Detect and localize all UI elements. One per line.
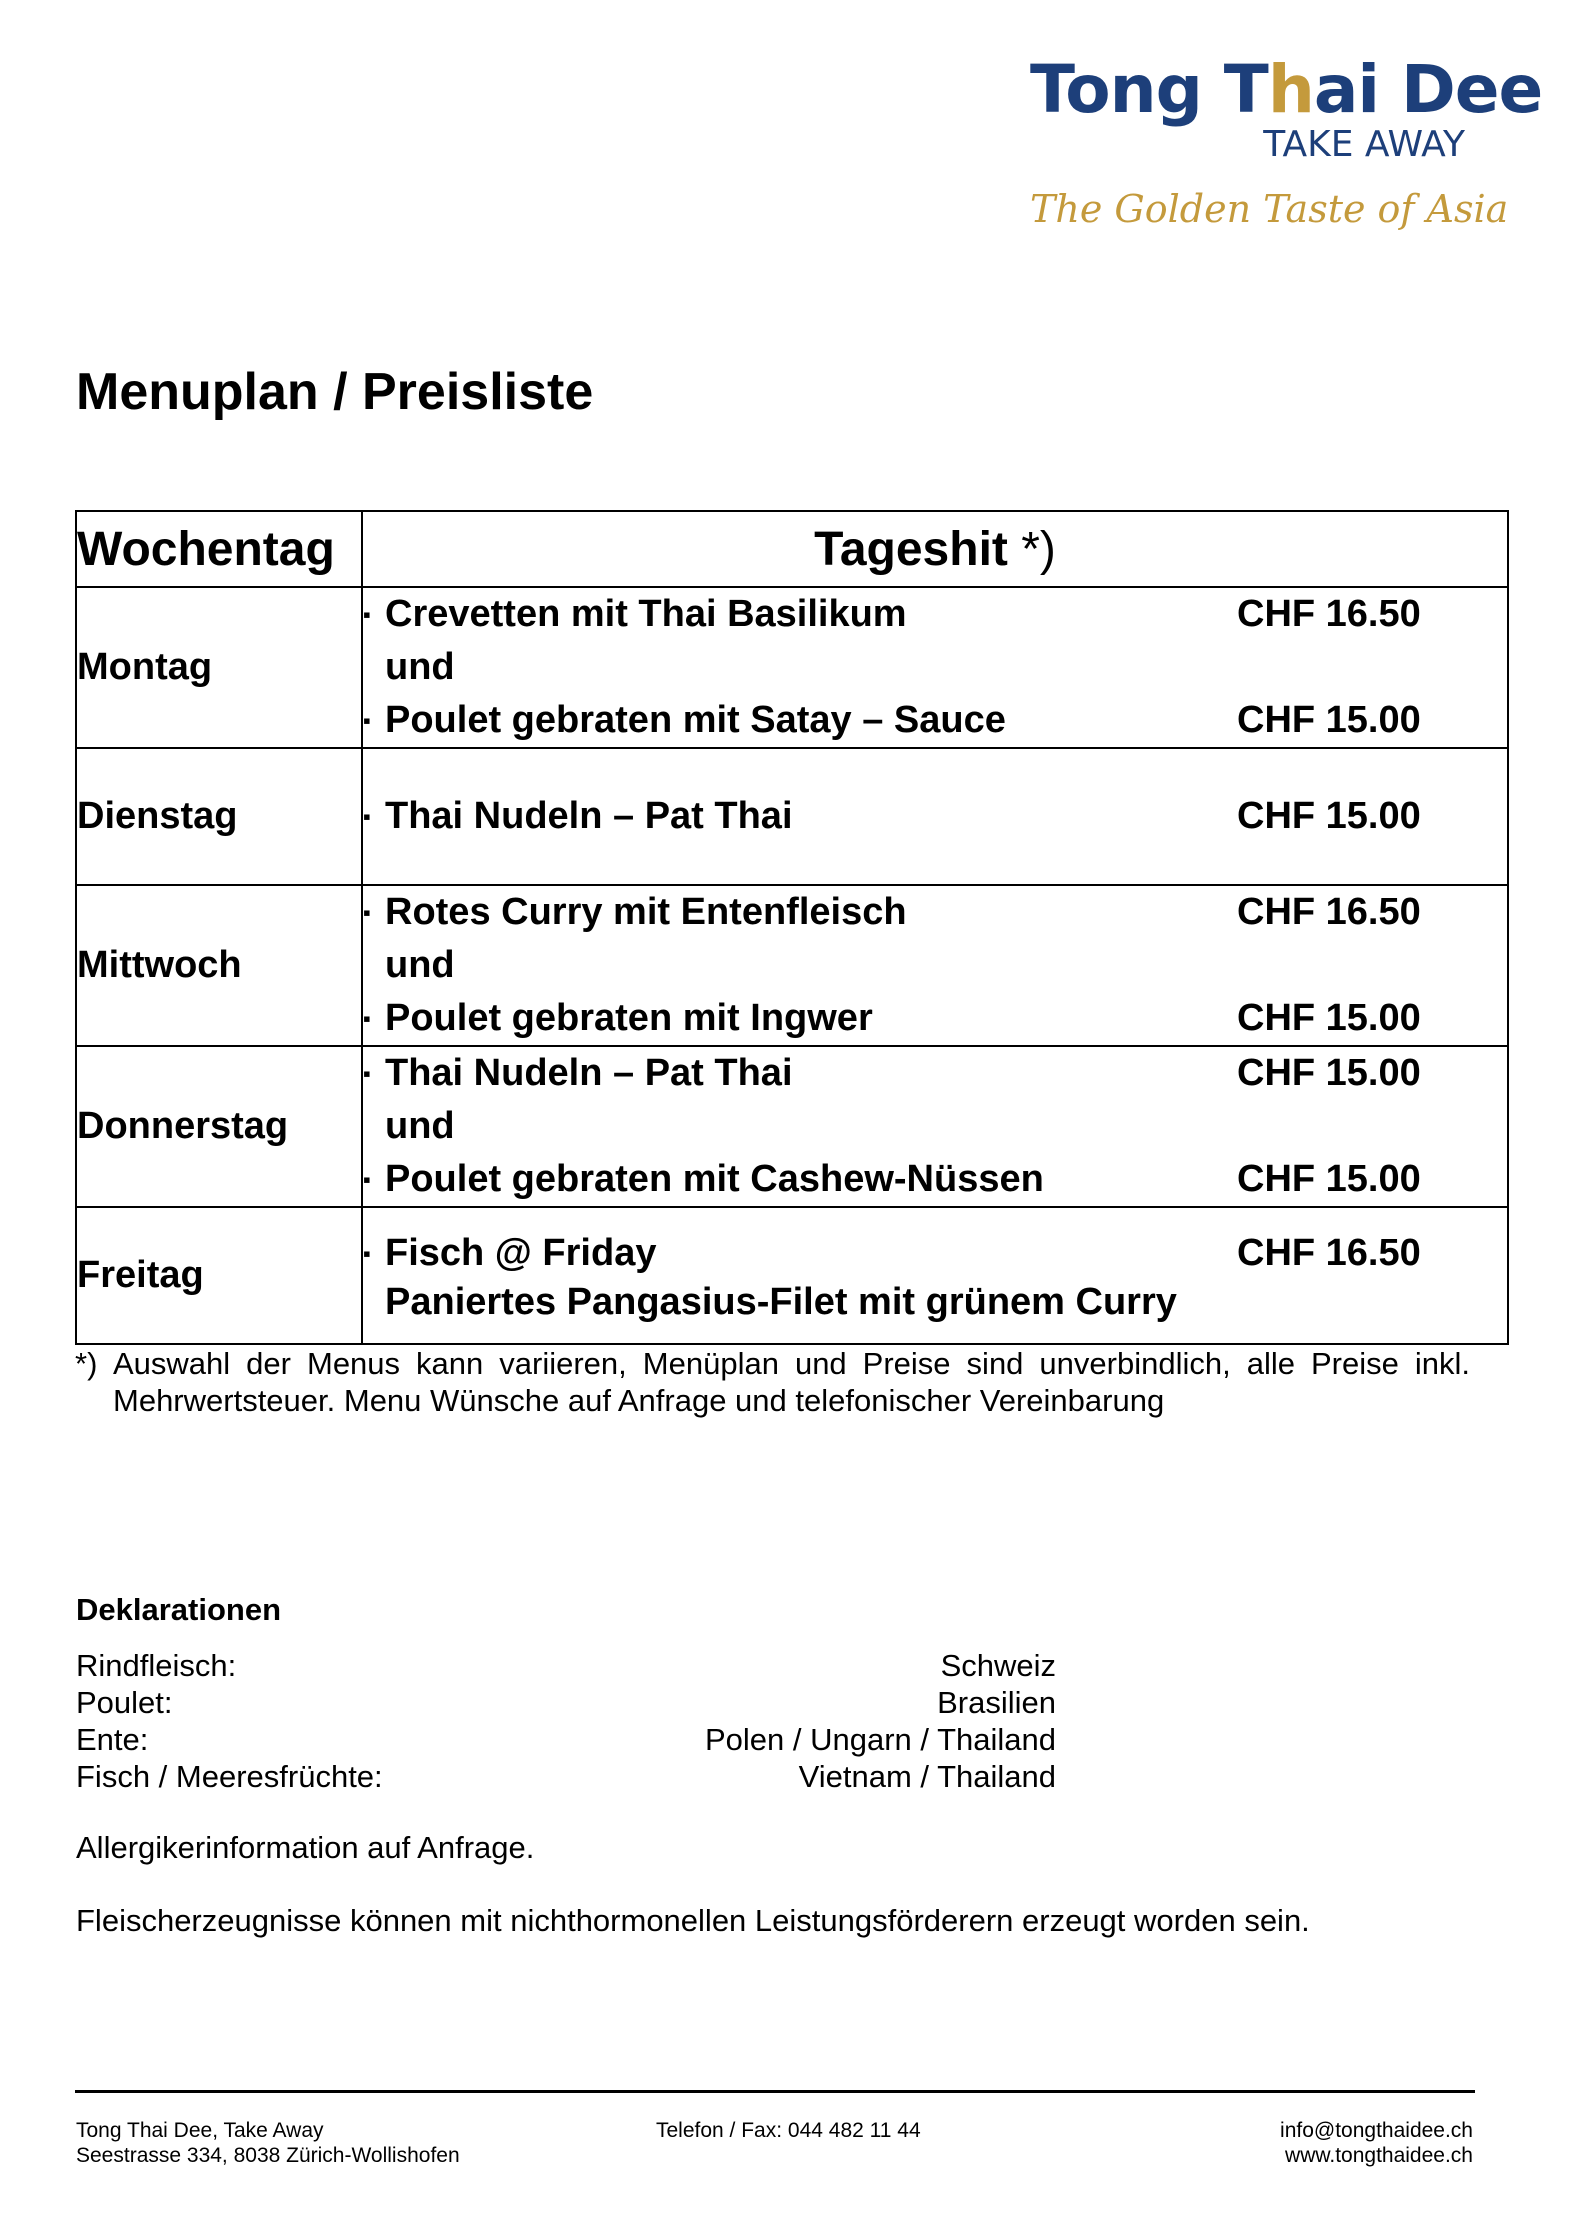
- declaration-row: Rindfleisch: Schweiz: [76, 1648, 1056, 1683]
- footnote-mark: *): [75, 1346, 98, 1381]
- dish-line: ▪ Poulet gebraten mit Satay – Sauce CHF 15.00: [363, 694, 1507, 747]
- day-cell: Dienstag: [76, 748, 362, 885]
- dish-cell: [362, 748, 1508, 885]
- dish-line: ▪ Fisch @ Friday CHF 16.50: [363, 1227, 1507, 1280]
- footer-contact: [1280, 2118, 1473, 2168]
- dish-cell: [362, 1207, 1508, 1344]
- page-title: Menuplan / Preisliste: [76, 363, 594, 421]
- dish-line: ▪ Thai Nudeln – Pat Thai CHF 15.00: [363, 1047, 1507, 1100]
- price: CHF 16.50: [1237, 593, 1421, 635]
- menu-table: [75, 510, 1509, 1345]
- dish-description: Paniertes Pangasius-Filet mit grünem Curry: [385, 1280, 1177, 1323]
- footer-divider: [75, 2090, 1475, 2093]
- dish-cell: [362, 885, 1508, 1046]
- price: CHF 15.00: [1237, 1158, 1421, 1200]
- table-row: [76, 1046, 1508, 1207]
- table-row: [76, 1207, 1508, 1344]
- logo-subtitle: TAKE AWAY: [1263, 124, 1465, 165]
- declaration-row: Ente: Polen / Ungarn / Thailand: [76, 1722, 1056, 1757]
- meat-notice: Fleischerzeugnisse können mit nichthormonellen Leistungsförderern erzeugt worden sein.: [76, 1903, 1310, 1938]
- brand-logo: [1030, 51, 1543, 231]
- header-daily-special: Tageshit *): [362, 511, 1508, 587]
- day-cell: Montag: [76, 587, 362, 748]
- table-header-row: [76, 511, 1508, 587]
- declaration-row: Poulet: Brasilien: [76, 1685, 1056, 1720]
- price: CHF 16.50: [1237, 891, 1421, 933]
- website-link[interactable]: www.tongthaidee.ch: [1285, 2144, 1473, 2167]
- email-link[interactable]: info@tongthaidee.ch: [1280, 2119, 1473, 2142]
- dish-line: ▪ Thai Nudeln – Pat Thai CHF 15.00: [363, 790, 1507, 843]
- logo-wordmark: Tong Thai Dee: [1030, 51, 1543, 128]
- footer-phone: Telefon / Fax: 044 482 11 44: [656, 2119, 921, 2142]
- price: CHF 15.00: [1237, 1052, 1421, 1094]
- table-row: [76, 748, 1508, 885]
- dish-line: ▪ Crevetten mit Thai Basilikum CHF 16.50: [363, 588, 1507, 641]
- dish-line: ▪ Rotes Curry mit Entenfleisch CHF 16.50: [363, 886, 1507, 939]
- dish-line: ▪ Poulet gebraten mit Ingwer CHF 15.00: [363, 992, 1507, 1045]
- allergy-info: Allergikerinformation auf Anfrage.: [76, 1830, 535, 1865]
- price: CHF 15.00: [1237, 997, 1421, 1039]
- logo-tagline: The Golden Taste of Asia: [1030, 187, 1509, 231]
- dish-cell: [362, 587, 1508, 748]
- connector: und: [385, 944, 455, 986]
- dish-cell: [362, 1046, 1508, 1207]
- table-row: [76, 885, 1508, 1046]
- connector: und: [385, 646, 455, 688]
- footer-address: Tong Thai Dee, Take Away Seestrasse 334, 8038 Zürich-Wollishofen: [76, 2119, 460, 2167]
- table-row: [76, 587, 1508, 748]
- price: CHF 15.00: [1237, 699, 1421, 741]
- price: CHF 16.50: [1237, 1232, 1421, 1274]
- day-cell: Donnerstag: [76, 1046, 362, 1207]
- day-cell: Freitag: [76, 1207, 362, 1344]
- footnote-text: Auswahl der Menus kann variieren, Menüplan und Preise sind unverbindlich, alle Preise inkl. Mehrwertsteuer. Menu Wünsche auf Anfrage und telefonischer Vereinbarung: [113, 1346, 1470, 1418]
- connector: und: [385, 1105, 455, 1147]
- declarations-heading: Deklarationen: [76, 1592, 282, 1627]
- day-cell: Mittwoch: [76, 885, 362, 1046]
- declarations-list: [76, 1647, 1056, 1795]
- price-footnote: [75, 1345, 1470, 1419]
- price: CHF 15.00: [1237, 795, 1421, 837]
- declaration-row: Fisch / Meeresfrüchte: Vietnam / Thailand: [76, 1759, 1056, 1794]
- header-weekday: Wochentag: [76, 511, 362, 587]
- dish-line: ▪ Poulet gebraten mit Cashew-Nüssen CHF 15.00: [363, 1153, 1507, 1206]
